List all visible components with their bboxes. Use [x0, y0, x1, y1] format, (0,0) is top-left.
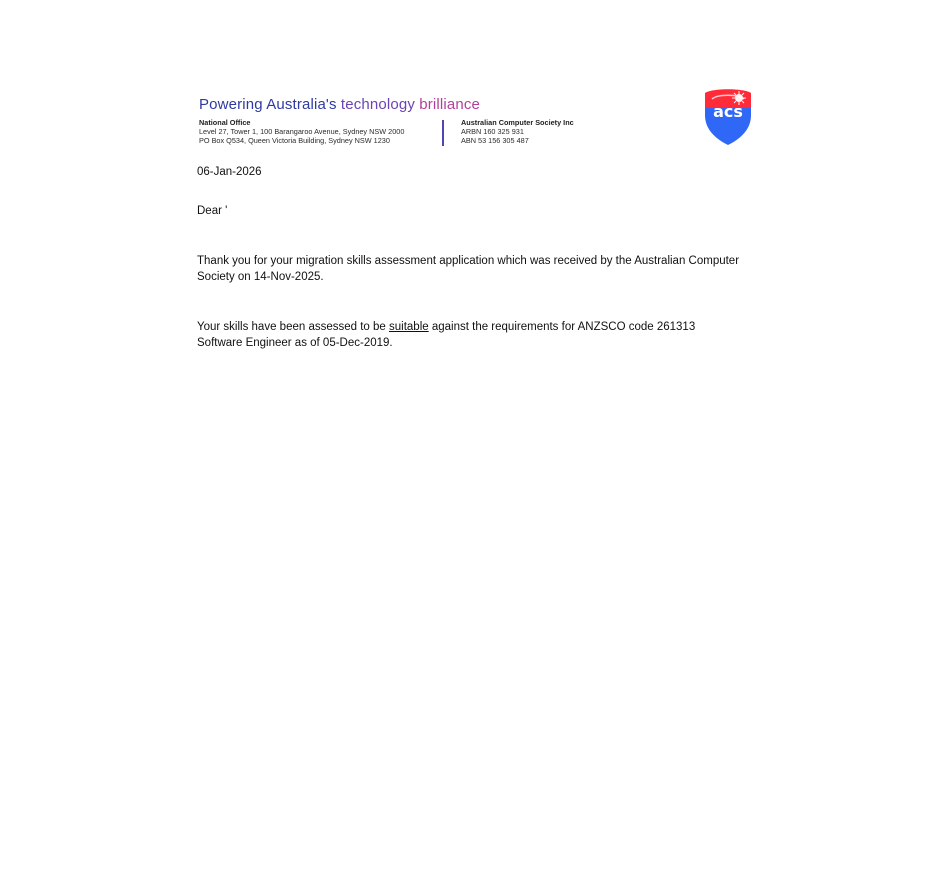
society-arbn: ARBN 160 325 931 [461, 127, 524, 137]
office-address-line-1: Level 27, Tower 1, 100 Barangaroo Avenue, Sydney NSW 2000 [199, 127, 405, 137]
society-name: Australian Computer Society Inc [461, 118, 574, 127]
letter-date: 06-Jan-2026 [197, 166, 262, 178]
header-divider [442, 120, 444, 146]
office-address-line-2: PO Box Q534, Queen Victoria Building, Sydney NSW 1230 [199, 136, 390, 146]
paragraph-application-received: Thank you for your migration skills assessment application which was received by the Australian Computer Society on 14-Nov-2025. [197, 255, 740, 283]
office-title: National Office [199, 118, 251, 127]
letterhead-tagline [199, 95, 480, 115]
tagline-part-2: technology [340, 96, 420, 113]
logo-text: acs [713, 102, 743, 121]
assessment-text-suffix: against the requirements for ANZSCO code 261313 Software Engineer as of 05-Dec-2019. [197, 321, 696, 349]
acs-logo-icon [700, 86, 756, 146]
assessment-result-emphasis: suitable [389, 321, 429, 333]
paragraph-assessment-result [197, 319, 742, 351]
national-office-block [199, 118, 435, 146]
assessment-text-prefix: Your skills have been assessed to be [197, 321, 390, 333]
tagline-part-3: brilliance [419, 96, 480, 113]
salutation: Dear ' [197, 205, 228, 217]
tagline-part-1: Powering Australia's [199, 96, 341, 113]
society-abn: ABN 53 156 305 487 [461, 136, 529, 146]
society-details-block [461, 118, 641, 146]
